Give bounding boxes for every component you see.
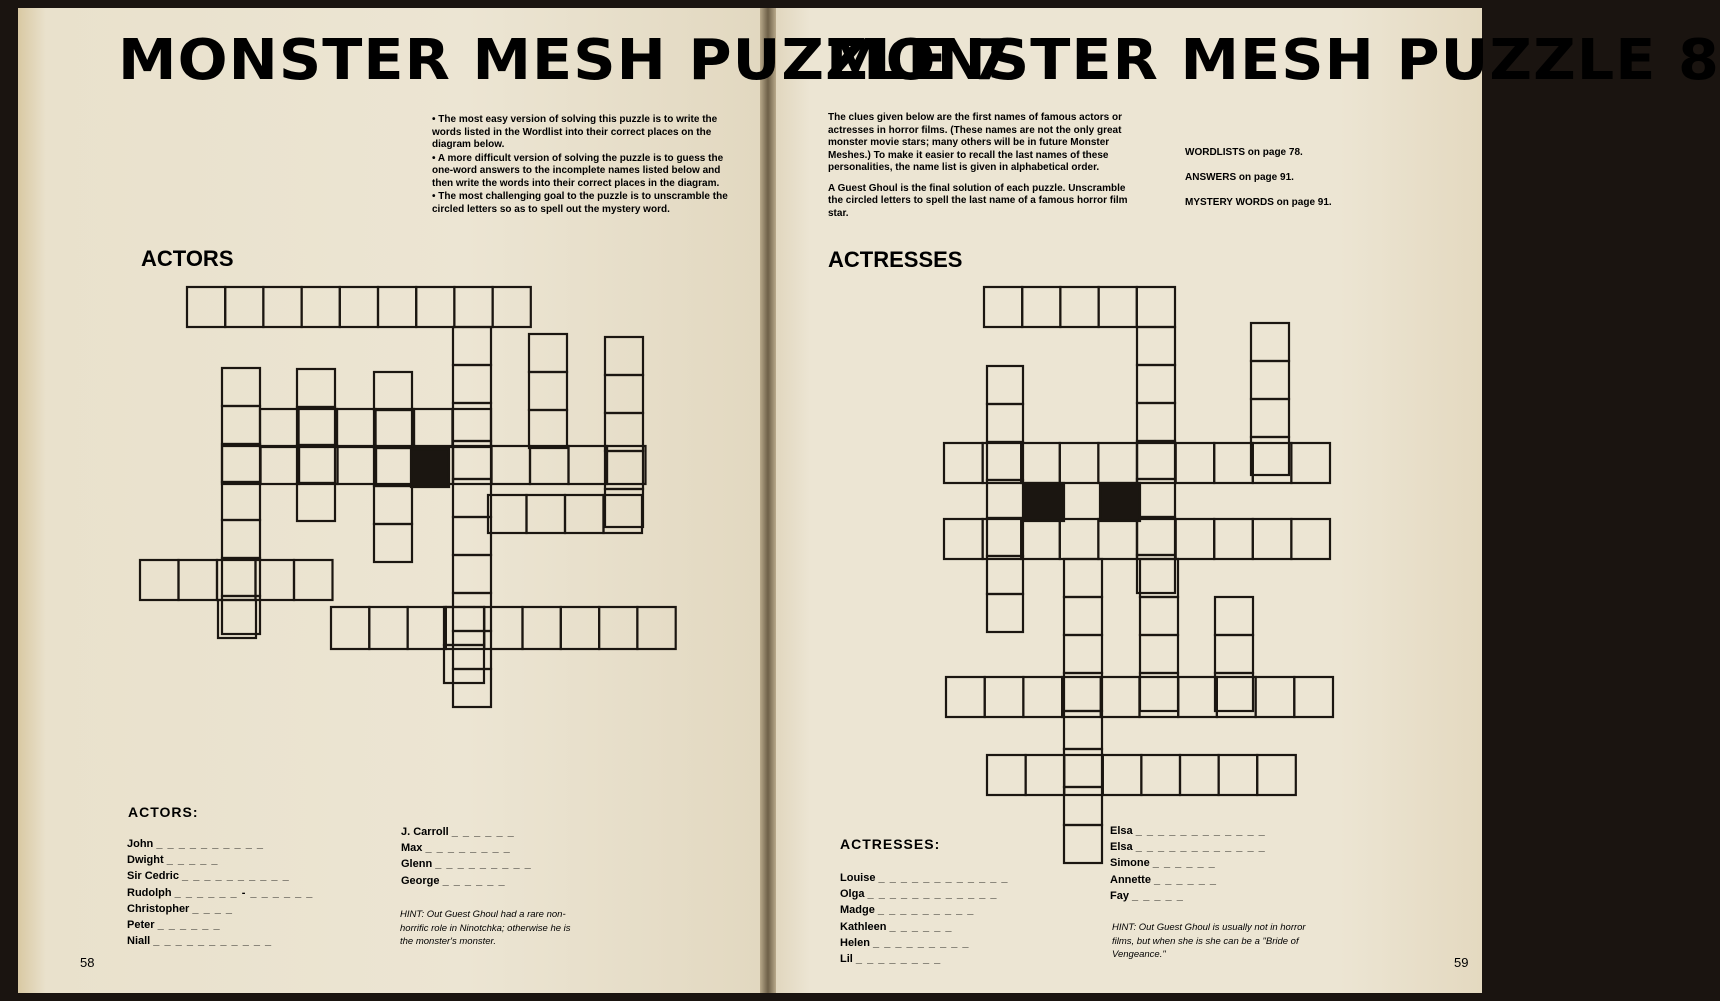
answer-blank[interactable]: _ _ _ _ _ _ [1154,873,1218,886]
puzzle-8-title: MONSTER MESH PUZZLE 8 [826,28,1720,93]
actresses-section-title: ACTRESSES [828,247,963,272]
actors-clue-list-1 [127,836,313,949]
intro-paragraph: A Guest Ghoul is the final solution of each puzzle. Unscramble the circled letters to spell the last name of a famous horror film star. [828,182,1128,219]
clue-name: Fay [1110,889,1129,902]
answer-blank[interactable]: _ _ _ _ _ _ _ _ _ [873,936,970,949]
clue-row [127,933,313,949]
puzzle-8-hint: HINT: Out Guest Ghoul is usually not in horror films, but when she is she can be a "Bride of Vengeance." [1112,922,1306,960]
actresses-clue-list-2 [1110,823,1266,904]
puzzle-7-title: MONSTER MESH PUZZLE 7 [118,28,1012,93]
clue-row [127,852,313,868]
answer-blank[interactable]: _ _ _ _ _ _ _ _ [425,842,511,855]
puzzle-7-instructions [432,114,738,217]
clue-row [127,885,313,901]
clue-row [1110,839,1266,855]
answer-blank[interactable]: _ _ _ _ [192,902,234,915]
clue-name: Niall [127,935,151,948]
clue-row [401,824,532,840]
clue-row [1110,872,1266,888]
answer-blank[interactable]: _ _ _ _ _ [166,854,219,867]
answer-blank[interactable]: _ _ _ _ _ _ _ _ _ [435,858,532,871]
page-number-left: 58 [80,955,95,970]
clue-name: Dwight [127,854,164,867]
page-references [1185,140,1332,215]
answer-blank[interactable]: _ _ _ _ _ _ [451,826,515,838]
puzzle-7-hint: HINT: Out Guest Ghoul had a rare non-horrific role in Ninotchka; otherwise he is the monster's monster. [400,909,571,947]
clue-name: Annette [1110,873,1151,886]
answer-blank[interactable]: _ _ _ _ _ [1132,889,1184,902]
clue-name: Helen [840,936,870,949]
clue-row [401,856,532,872]
clue-name: J. Carroll [401,826,449,838]
clue-row [127,868,313,884]
answers-reference: ANSWERS on page 91. [1185,172,1294,183]
clue-name: Peter [127,919,155,932]
clue-row [840,886,1009,902]
clue-row [127,917,313,933]
clue-row [401,840,532,856]
clue-row [1110,888,1266,904]
clue-name: Madge [840,904,875,917]
actors-clue-heading: ACTORS: [128,804,199,820]
clue-row [1110,823,1266,839]
mystery-words-reference: MYSTERY WORDS on page 91. [1185,197,1332,208]
clue-name: Christopher [127,902,190,915]
answer-blank[interactable]: _ _ _ _ _ _ _ _ _ _ _ _ [867,888,998,901]
actresses-clue-list-1 [840,870,1009,967]
clue-row [840,870,1009,886]
clue-name: Max [401,842,423,855]
clue-name: Rudolph [127,886,172,899]
answer-blank[interactable]: _ _ _ _ _ _ _ _ _ _ _ _ [1135,841,1266,854]
instruction-item: • The most challenging goal to the puzzle is to unscramble the circled letters so as to spell out the mystery word. [432,191,728,215]
clue-row [127,901,313,917]
puzzle-8-intro [828,112,1136,221]
answer-blank[interactable]: _ _ _ _ _ _ _ _ [855,953,942,966]
clue-name: Glenn [401,858,433,871]
actors-clue-list-2 [401,824,532,889]
clue-name: Kathleen [840,920,887,933]
clue-name: Elsa [1110,825,1133,837]
answer-blank[interactable]: _ _ _ _ _ _ [889,920,953,933]
page-number-right: 59 [1454,955,1469,970]
clue-name: Sir Cedric [127,870,179,883]
book-gutter [760,8,776,993]
answer-blank[interactable]: _ _ _ _ _ _ _ _ _ _ _ _ [878,872,1009,884]
answer-blank[interactable]: _ _ _ _ _ _ _ _ _ _ [182,870,290,883]
answer-blank[interactable]: _ _ _ _ _ _ [442,874,506,887]
answer-blank[interactable]: _ _ _ _ _ _ _ _ _ _ _ [153,935,273,948]
clue-name: John [127,838,154,850]
instruction-item: • A more difficult version of solving the puzzle is to guess the one-word answers to the incomplete names listed below and then write the words into their correct places in the diagram. [432,152,724,189]
clue-name: Olga [840,888,865,901]
clue-row [401,873,532,889]
clue-row [840,935,1009,951]
answer-blank[interactable]: _ _ _ _ _ _ _ _ _ [877,904,975,917]
intro-paragraph: The clues given below are the first names of famous actors or actresses in horror films. (These names are not the only great monster movie stars; many others will be in future Monster Meshes.) To make it easier to recall the last names of these personalities, the name list is given in alphabetical order. [828,112,1122,173]
clue-row [127,836,313,852]
actors-section-title: ACTORS [141,246,234,271]
answer-blank[interactable]: _ _ _ _ _ _ _ _ _ _ [156,838,265,850]
clue-row [840,919,1009,935]
wordlists-reference: WORDLISTS on page 78. [1185,147,1303,158]
clue-name: Elsa [1110,841,1133,854]
answer-blank[interactable]: _ _ _ _ _ _ _ _ _ _ _ _ [1135,825,1266,837]
clue-row [840,902,1009,918]
clue-row [1110,855,1266,871]
clue-row [840,951,1009,967]
answer-blank[interactable]: _ _ _ _ _ _ [157,919,221,932]
clue-name: Simone [1110,857,1150,870]
clue-name: Lil [840,953,853,966]
actresses-clue-heading: ACTRESSES: [840,836,941,852]
instruction-item: • The most easy version of solving this puzzle is to write the words listed in the Wordlist into their correct places on the diagram below. [432,114,718,150]
answer-blank[interactable]: _ _ _ _ _ _ [1152,857,1216,870]
clue-name: Louise [840,872,876,884]
answer-blank[interactable]: _ _ _ _ _ _ - _ _ _ _ _ _ [174,886,314,899]
clue-name: George [401,874,440,887]
